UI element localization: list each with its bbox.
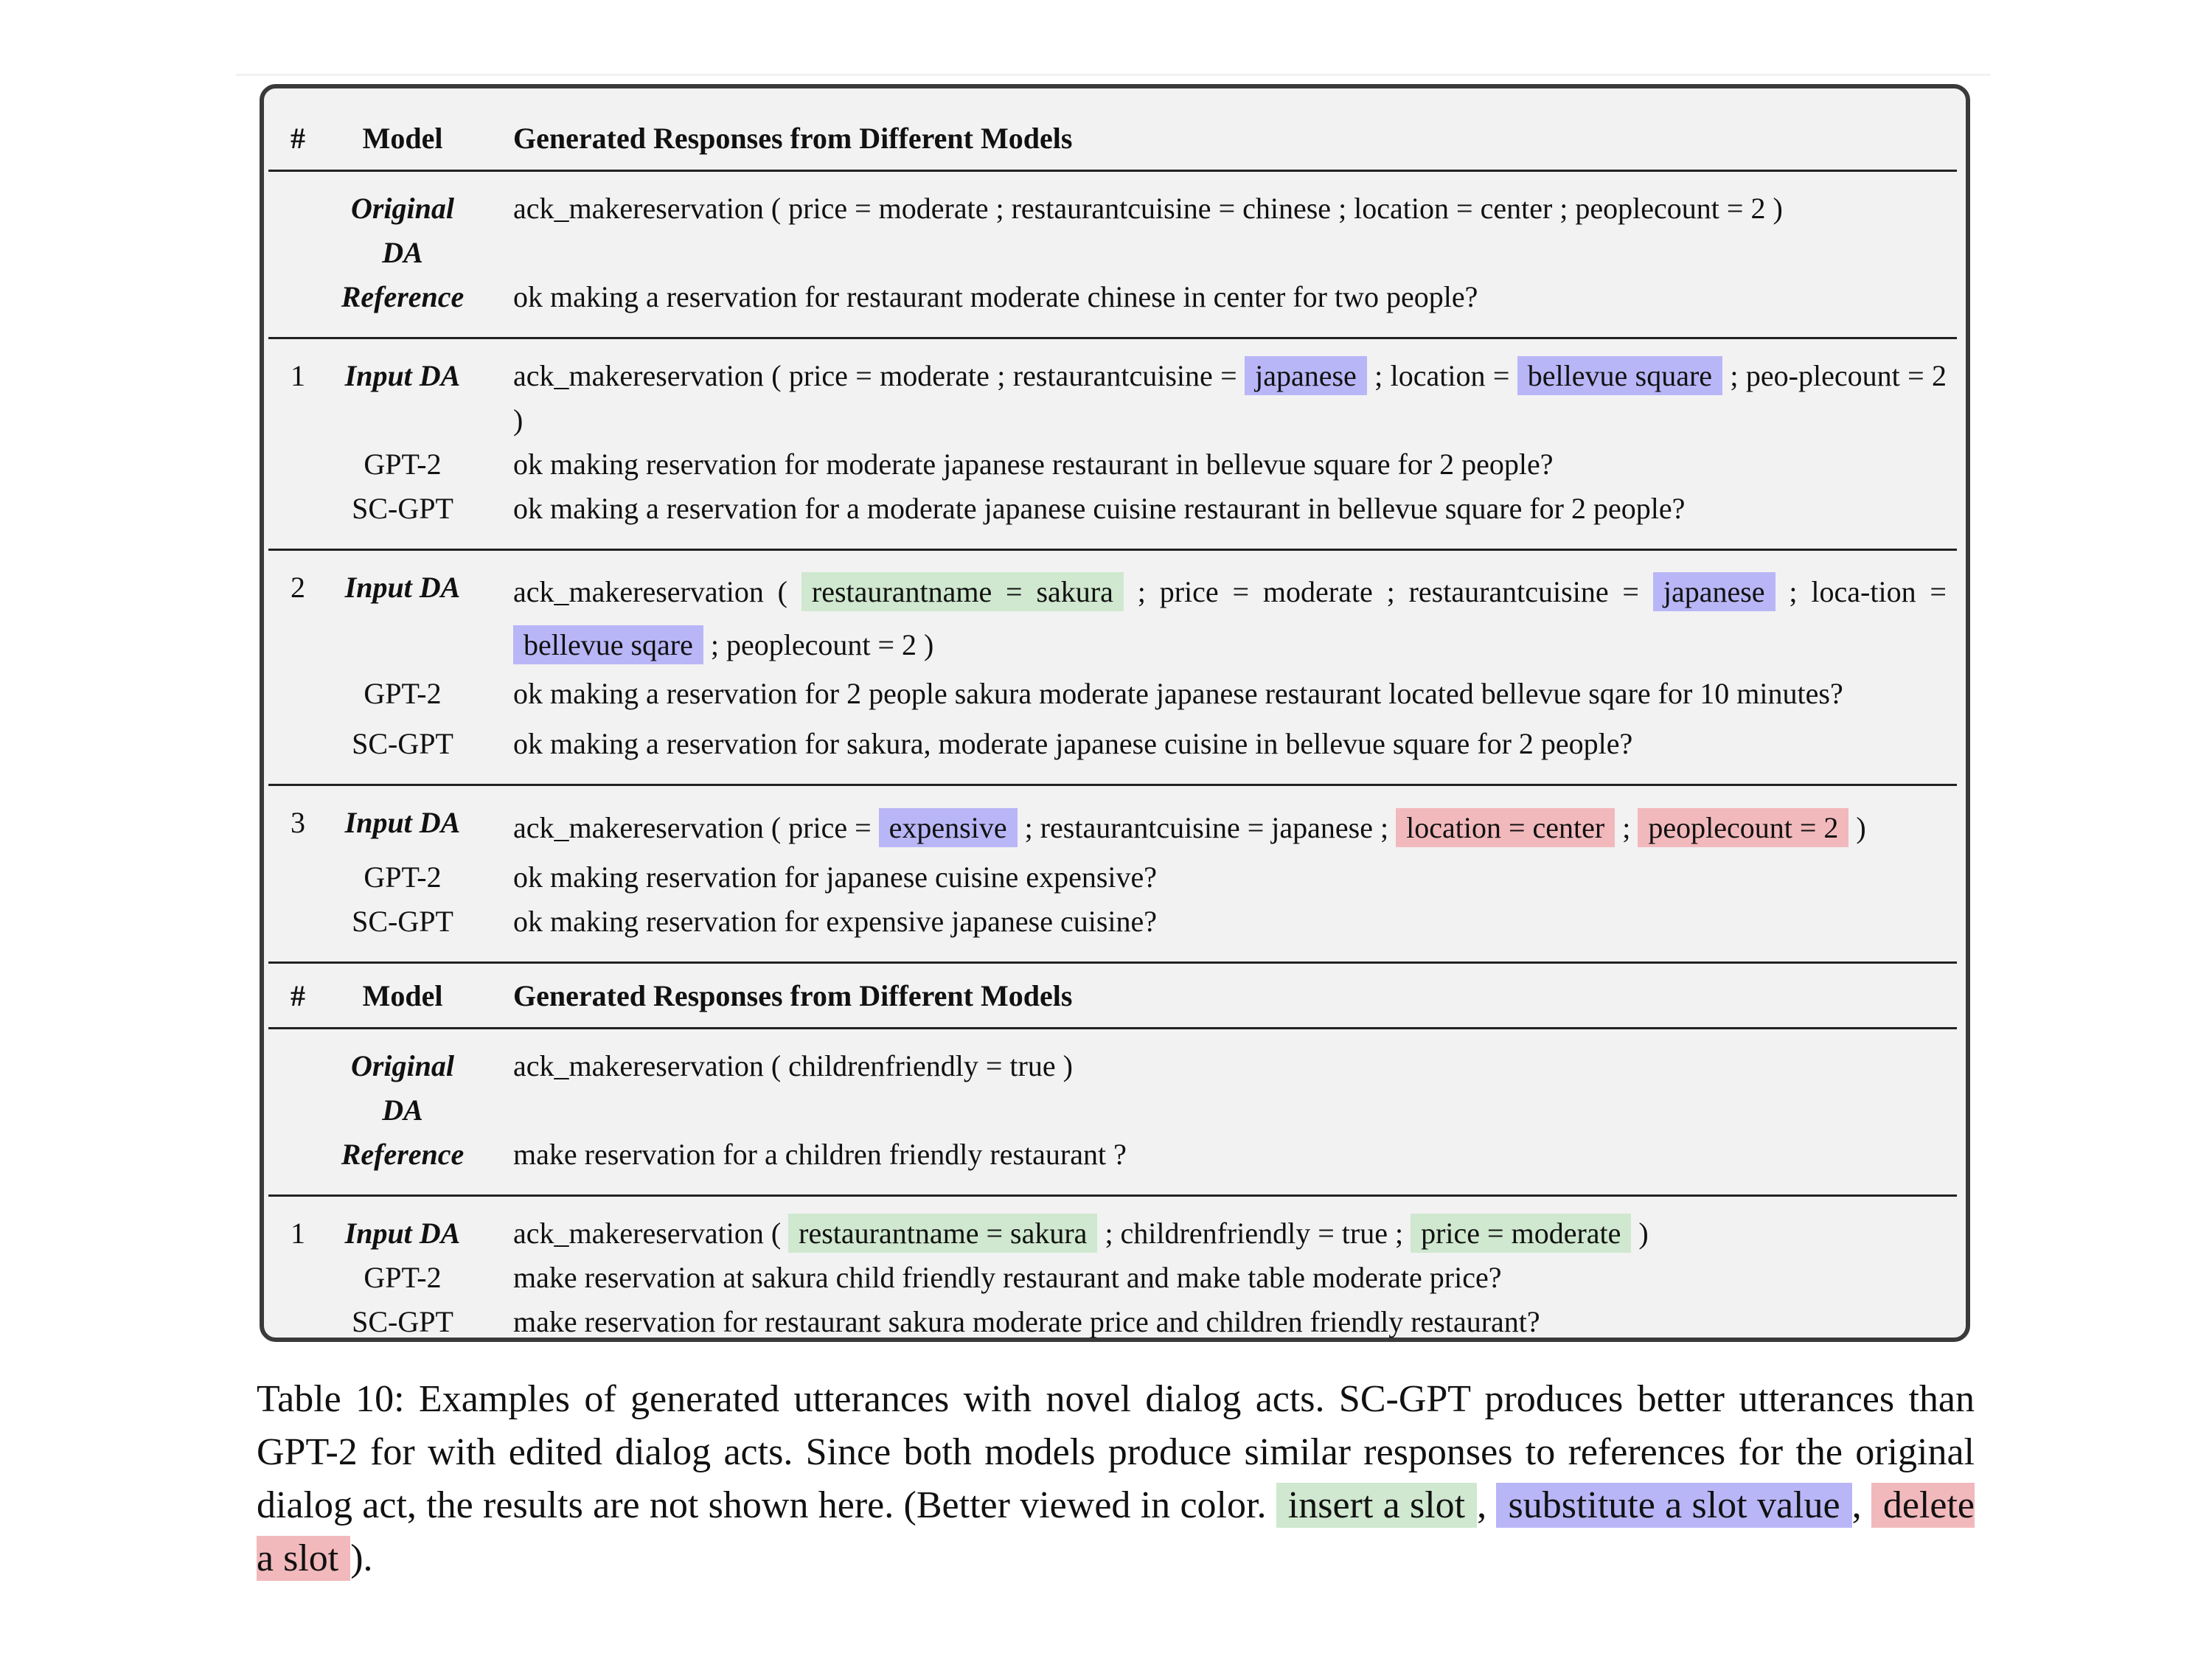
example-number: 1 <box>291 1217 305 1250</box>
gpt2-label: GPT-2 <box>364 448 442 481</box>
insert-legend: insert a slot <box>1276 1483 1477 1528</box>
gpt2-response: ok making a reservation for 2 people sakura moderate japanese restaurant located bellevue sqare for 10 minutes? <box>513 677 1843 710</box>
reference-text: ok making a reservation for restaurant moderate chinese in center for two people? <box>513 280 1478 313</box>
table-header-row <box>268 106 1957 171</box>
delete-highlight: location = center <box>1396 808 1615 847</box>
reference-label: Reference <box>341 280 465 313</box>
scgpt-response: make reservation for restaurant sakura moderate price and children friendly restaurant? <box>513 1305 1540 1338</box>
table-row <box>268 550 1957 672</box>
scgpt-response: ok making reservation for expensive japanese cuisine? <box>513 905 1158 938</box>
original-da-label: Original DA <box>350 192 455 269</box>
header-num: # <box>291 979 305 1012</box>
table-row <box>268 487 1957 550</box>
header-model: Model <box>362 122 443 155</box>
header-model: Model <box>362 979 443 1012</box>
table-header-row <box>268 963 1957 1029</box>
table-row <box>268 1133 1957 1196</box>
scgpt-response: ok making a reservation for sakura, moderate japanese cuisine in bellevue square for 2 people? <box>513 727 1633 760</box>
gpt2-label: GPT-2 <box>364 1261 442 1294</box>
substitute-highlight: expensive <box>879 808 1018 847</box>
insert-highlight: restaurantname = sakura <box>788 1214 1097 1253</box>
gpt2-response: make reservation at sakura child friendly restaurant and make table moderate price? <box>513 1261 1502 1294</box>
table-row <box>268 275 1957 338</box>
scgpt-response: ok making a reservation for a moderate japanese cuisine restaurant in bellevue square for 2 people? <box>513 492 1686 525</box>
scgpt-label: SC-GPT <box>352 905 453 938</box>
scgpt-label: SC-GPT <box>352 727 453 760</box>
table-row <box>268 338 1957 443</box>
gpt2-label: GPT-2 <box>364 677 442 710</box>
table-row <box>268 442 1957 487</box>
table-row <box>268 900 1957 963</box>
original-da-text: ack_makereservation ( childrenfriendly = true ) <box>513 1049 1073 1082</box>
insert-highlight: restaurantname = sakura <box>801 572 1124 611</box>
table-row <box>268 785 1957 856</box>
scgpt-label: SC-GPT <box>352 492 453 525</box>
substitute-highlight: bellevue square <box>1517 356 1722 395</box>
table-row <box>268 1300 1957 1344</box>
original-da-label: Original DA <box>350 1049 455 1127</box>
gpt2-label: GPT-2 <box>364 860 442 894</box>
scgpt-label: SC-GPT <box>352 1305 453 1338</box>
reference-text: make reservation for a children friendly restaurant ? <box>513 1138 1127 1171</box>
input-da-label: Input DA <box>344 806 461 839</box>
header-responses: Generated Responses from Different Models <box>513 979 1073 1012</box>
header-responses: Generated Responses from Different Models <box>513 122 1073 155</box>
substitute-highlight: japanese <box>1653 572 1775 611</box>
table-row <box>268 1029 1957 1133</box>
reference-label: Reference <box>341 1138 465 1171</box>
example-number: 1 <box>291 359 305 392</box>
delete-legend: delete a slot <box>257 1484 1975 1579</box>
insert-highlight: price = moderate <box>1411 1214 1631 1253</box>
input-da-text: ack_makereservation ( restaurantname = sakura ; childrenfriendly = true ; price = moderate ) <box>478 1196 1957 1256</box>
table-row <box>268 672 1957 722</box>
gpt2-response: ok making reservation for moderate japanese restaurant in bellevue square for 2 people? <box>513 448 1554 481</box>
original-da-text: ack_makereservation ( price = moderate ; restaurantcuisine = chinese ; location = center ; peoplecount = 2 ) <box>513 192 1783 225</box>
table-row <box>268 722 1957 785</box>
input-da-label: Input DA <box>344 1217 461 1250</box>
header-num: # <box>291 122 305 155</box>
top-rule <box>236 74 1991 76</box>
table-caption: Table 10: Examples of generated utterances with novel dialog acts. SC-GPT produces better utterances than GPT-2 for with edited dialog acts. Since both models produce similar responses to references for the original dialog act, the results are not shown here. (Better viewed in color. insert a slot , substitute a slot value , delete a slot ). <box>257 1378 1975 1579</box>
example-number: 2 <box>291 571 305 604</box>
input-da-label: Input DA <box>344 571 461 604</box>
input-da-text: ack_makereservation ( price = expensive ; restaurantcuisine = japanese ; location = center ; peoplecount = 2 ) <box>478 785 1957 856</box>
table-row <box>268 1196 1957 1256</box>
table-row <box>268 855 1957 900</box>
substitute-highlight: bellevue sqare <box>513 625 703 664</box>
substitute-legend: substitute a slot value <box>1496 1483 1851 1528</box>
table-row <box>268 1256 1957 1300</box>
input-da-text: ack_makereservation ( restaurantname = sakura ; price = moderate ; restaurantcuisine = japanese ; loca-tion = bellevue sqare ; peoplecount = 2 ) <box>478 550 1957 672</box>
table-row <box>268 171 1957 276</box>
substitute-highlight: japanese <box>1245 356 1367 395</box>
example-number: 3 <box>291 806 305 839</box>
input-da-label: Input DA <box>344 359 461 392</box>
delete-highlight: peoplecount = 2 <box>1638 808 1848 847</box>
input-da-text: ack_makereservation ( price = moderate ; restaurantcuisine = japanese ; location = bellevue square ; peo-plecount = 2 ) <box>478 338 1957 443</box>
examples-table <box>268 106 1957 1344</box>
gpt2-response: ok making reservation for japanese cuisine expensive? <box>513 860 1158 894</box>
